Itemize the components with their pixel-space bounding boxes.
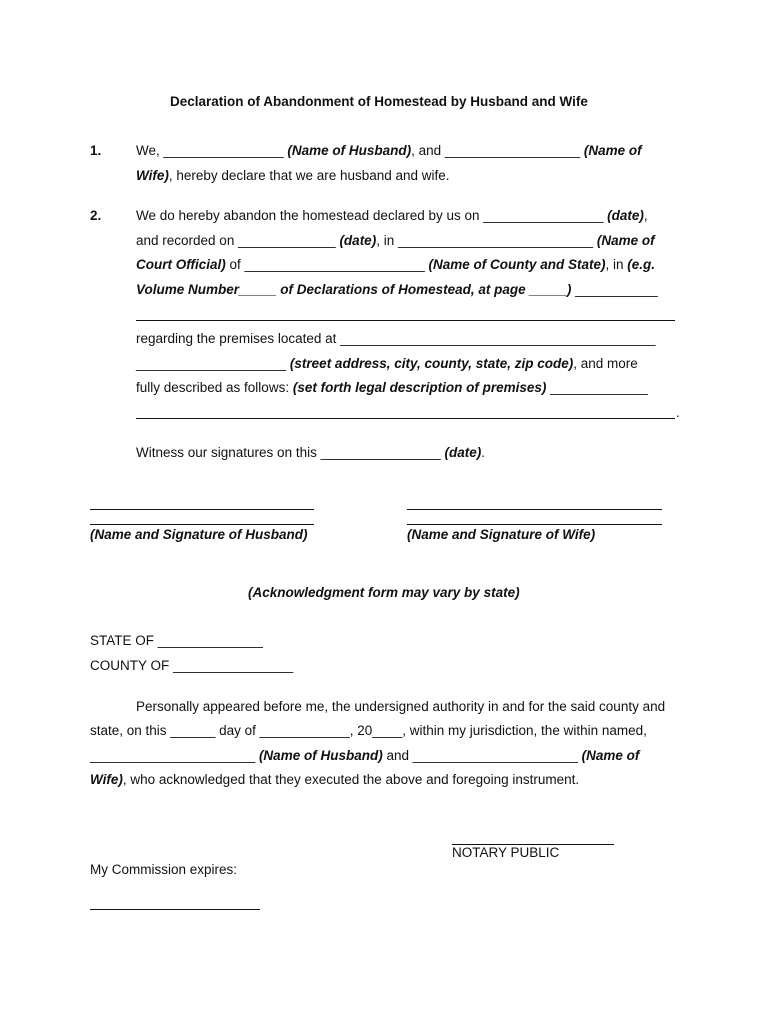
text: ___________	[571, 282, 658, 297]
date-hint: (date)	[339, 233, 377, 248]
item-1-line-1	[136, 139, 642, 164]
county-of-line: COUNTY OF ________________	[90, 658, 294, 673]
text: and recorded on _____________	[136, 233, 340, 248]
blank-line	[136, 320, 675, 321]
commission-date-line	[90, 909, 260, 910]
period: .	[676, 405, 680, 420]
ack-line-3	[90, 744, 639, 769]
husband-name-hint: (Name of Husband)	[258, 748, 383, 763]
ack-line-2: state, on this ______ day of ____________, 20____, within my jurisdiction, the within named,	[90, 723, 647, 738]
item-2-address-line	[136, 352, 638, 377]
example-hint: (e.g.	[627, 257, 656, 272]
husband-name-hint: (Name of Husband)	[287, 143, 412, 158]
state-of-line: STATE OF ______________	[90, 633, 263, 648]
text: , in	[605, 257, 628, 272]
text: We, ________________	[136, 143, 288, 158]
wife-name-hint: (Name of	[581, 748, 640, 763]
text: _____________	[546, 380, 648, 395]
text: ,	[643, 208, 648, 223]
item-1-number: 1.	[90, 143, 102, 158]
county-state-hint: (Name of County and State)	[428, 257, 606, 272]
text: and ______________________	[382, 748, 582, 763]
document-title: Declaration of Abandonment of Homestead by Husband and Wife	[170, 94, 588, 109]
witness-line	[136, 441, 485, 466]
legal-description-hint: (set forth legal description of premises)	[292, 380, 547, 395]
item-2-line-1	[136, 204, 648, 229]
item-2-number: 2.	[90, 208, 102, 223]
text: , and more	[573, 356, 638, 371]
date-hint: (date)	[444, 445, 482, 460]
blank-line	[136, 418, 675, 419]
text: of ________________________	[225, 257, 429, 272]
item-2-line-4	[136, 278, 658, 303]
text: , who acknowledged that they executed the above and foregoing instrument.	[122, 772, 580, 787]
wife-signature-line	[407, 509, 662, 510]
text: fully described as follows:	[136, 380, 293, 395]
item-2-premises-line: regarding the premises located at __________________________________________	[136, 331, 656, 346]
volume-page-hint: Volume Number_____ of Declarations of Homestead, at page _____)	[136, 282, 572, 297]
address-hint: (street address, city, county, state, zip code)	[289, 356, 574, 371]
wife-signature-label: (Name and Signature of Wife)	[407, 527, 596, 542]
item-2-line-2	[136, 229, 655, 254]
text: Witness our signatures on this ________________	[136, 445, 445, 460]
date-hint: (date)	[607, 208, 644, 223]
ack-line-1: Personally appeared before me, the undersigned authority in and for the said county and	[136, 699, 666, 714]
text: , hereby declare that we are husband and wife.	[168, 168, 450, 183]
item-2-line-3	[136, 253, 655, 278]
notary-public-label: NOTARY PUBLIC	[452, 845, 560, 860]
ack-line-4	[90, 768, 579, 793]
text: .	[481, 445, 485, 460]
acknowledgment-note: (Acknowledgment form may vary by state)	[248, 585, 520, 600]
wife-name-hint-end: Wife)	[136, 168, 169, 183]
husband-signature-label: (Name and Signature of Husband)	[90, 527, 308, 542]
text: ____________________	[136, 356, 290, 371]
item-1-line-2	[136, 164, 450, 189]
husband-signature-line	[90, 509, 314, 510]
text: , and __________________	[411, 143, 584, 158]
wife-name-hint: (Name of	[583, 143, 642, 158]
court-official-hint: (Name of	[596, 233, 655, 248]
wife-name-hint-end: Wife)	[90, 772, 123, 787]
text: , in __________________________	[376, 233, 597, 248]
text: ______________________	[90, 748, 259, 763]
commission-expires-label: My Commission expires:	[90, 862, 238, 877]
text: We do hereby abandon the homestead declared by us on ________________	[136, 208, 608, 223]
item-2-description-line	[136, 376, 648, 401]
court-official-hint-end: Court Official)	[136, 257, 226, 272]
